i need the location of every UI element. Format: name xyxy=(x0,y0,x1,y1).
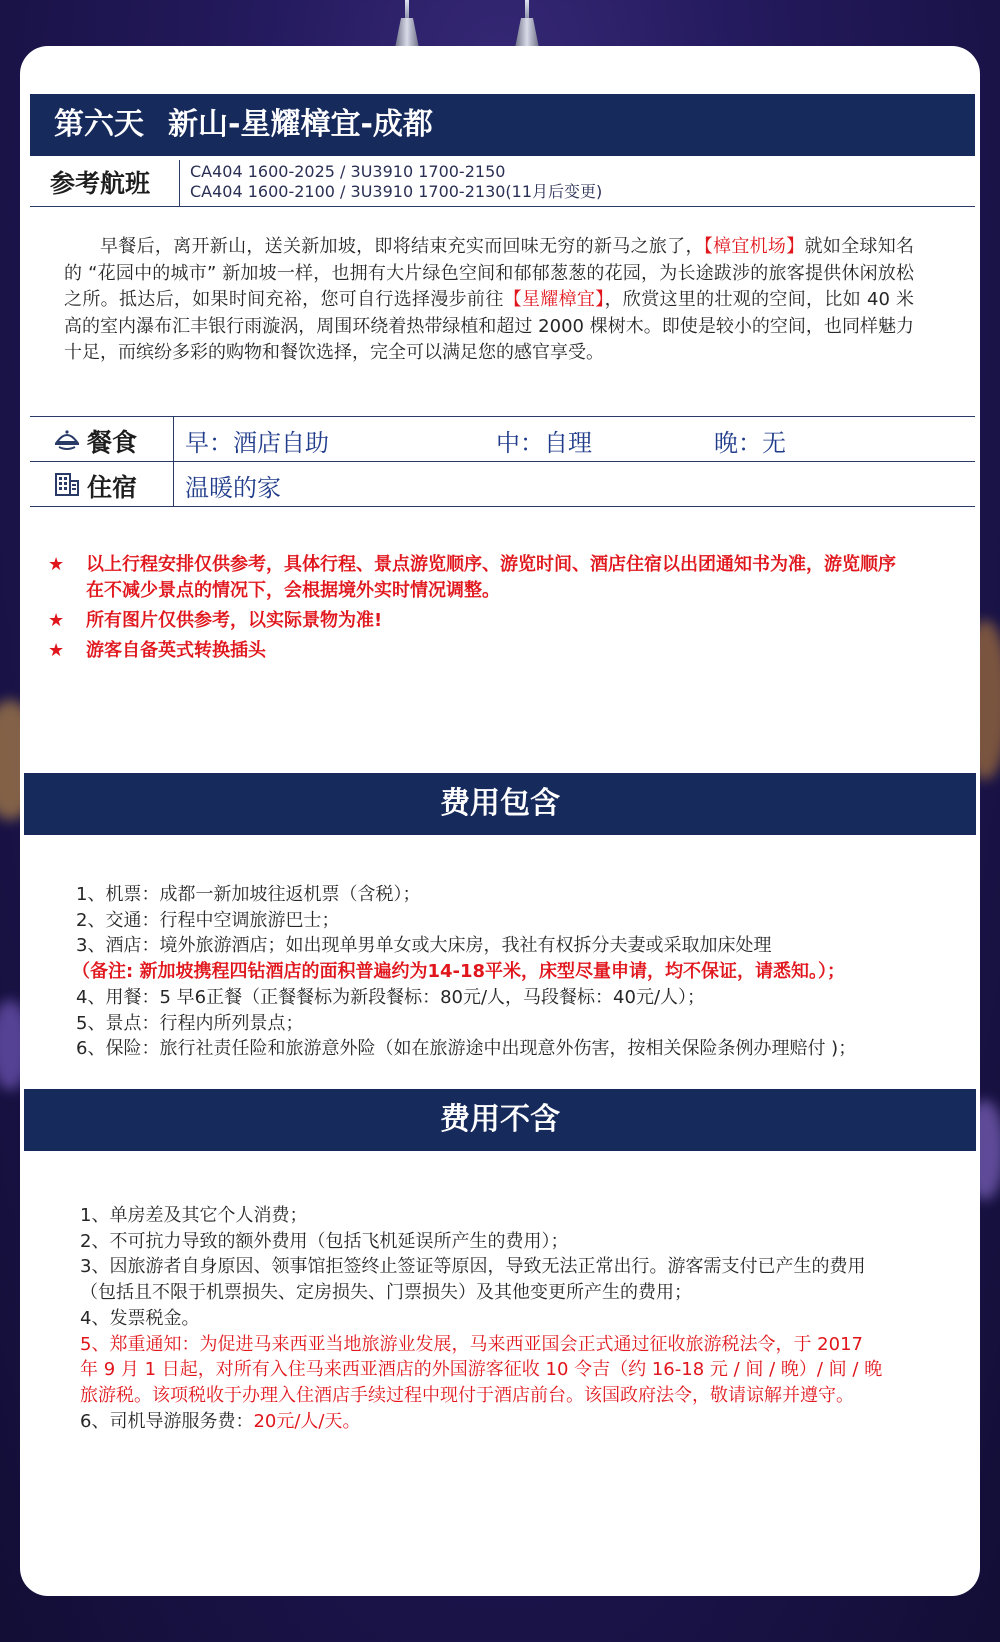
flight-line: CA404 1600-2100 / 3U3910 1700-2130(11月后变更) xyxy=(190,182,603,201)
description-text: 早餐后，离开新山，送关新加坡，即将结束充实而回味无穷的新马之旅了， xyxy=(100,236,704,257)
list-number: 5、 xyxy=(80,1333,110,1355)
day-route: 新山-星耀樟宜-成都 xyxy=(168,107,433,142)
notice-text: 郑重通知：为促进马来西亚当地旅游业发展，马来西亚国会正式通过征收旅游税法令，于 2017 年 9 月 1 日起，对所有入住马来西亚酒店的外国游客征收 10 令吉（约 16-18 元 / 间 / 晚）/ 间 / 晚旅游税。该项税收于办理入住酒店手续过程中现付于酒店前台。该国政府法令，敬请谅解并遵守。 xyxy=(80,1333,883,1406)
list-item: 1、机票：成都一新加坡往返机票（含税）； xyxy=(76,884,421,905)
description-text: ，欣赏这里的壮观的空间，比如 40 米高的室内瀑布汇丰银行雨漩涡，周围环绕着热带绿植和超过 2000 棵树木。即使是较小的空间，也同样魅力十足，而缤纷多彩的购物和餐饮选择，完全可以满足您的感官享受。 xyxy=(64,289,915,363)
flight-info-row xyxy=(30,158,975,207)
breakfast-value: 早：酒店自助 xyxy=(185,429,329,457)
highlight-jewel-changi: 【星耀樟宜】 xyxy=(503,289,605,310)
meals-row xyxy=(30,416,975,461)
note-item xyxy=(48,608,908,634)
meal-hotel-table xyxy=(30,416,975,507)
note-item xyxy=(48,552,908,604)
notes-list xyxy=(48,552,908,668)
day-number: 第六天 xyxy=(54,107,144,142)
meals-label: 餐食 xyxy=(87,428,138,457)
list-item: 3、酒店：境外旅游酒店；如出现单男单女或大床房，我社有权拆分夫妻或采取加床处理 xyxy=(76,935,772,957)
note-text: 以上行程安排仅供参考，具体行程、景点游览顺序、游览时间、酒店住宿以出团通知书为准，游览顺序在不减少景点的情况下，会根据境外实时情况调整。 xyxy=(86,554,896,601)
star-icon: ★ xyxy=(48,610,65,631)
note-item xyxy=(48,638,908,664)
divider xyxy=(179,160,180,206)
day-title-bar xyxy=(30,94,975,156)
list-item: 4、用餐：5 早6正餐（正餐餐标为新段餐标：80元/人，马段餐标：40元/人）； xyxy=(76,986,706,1008)
tourism-tax-notice xyxy=(80,1332,885,1409)
note-text: 所有图片仅供参考，以实际景物为准! xyxy=(86,610,383,631)
hotel-value: 温暖的家 xyxy=(185,474,281,502)
itinerary-card xyxy=(20,46,980,1596)
flight-label: 参考航班 xyxy=(50,169,151,198)
hotel-size-note: （备注: 新加坡携程四钻酒店的面积普遍约为14-18平米，床型尽量申请，均不保证，请悉知。）； xyxy=(72,961,846,983)
list-item: 5、景点：行程内所列景点； xyxy=(76,1012,304,1034)
hotel-label: 住宿 xyxy=(87,473,138,502)
tower-icon xyxy=(510,0,544,48)
service-fee-label: 6、司机导游服务费： xyxy=(80,1410,254,1432)
hotel-row xyxy=(30,461,975,507)
flight-list xyxy=(190,162,602,202)
lunch-value: 中：自理 xyxy=(496,429,592,457)
flight-line: CA404 1600-2025 / 3U3910 1700-2150 xyxy=(190,162,506,181)
excluded-header: 费用不含 xyxy=(24,1089,976,1151)
divider xyxy=(173,462,174,506)
dining-icon xyxy=(54,426,80,452)
list-item: 2、不可抗力导致的额外费用（包括飞机延误所产生的费用）； xyxy=(80,1230,569,1252)
star-icon: ★ xyxy=(48,640,65,661)
excluded-list xyxy=(80,1203,885,1434)
note-text: 游客自备英式转换插头 xyxy=(86,640,266,661)
list-item xyxy=(80,1409,885,1435)
dinner-value: 晚：无 xyxy=(714,429,786,457)
divider xyxy=(173,417,174,461)
itinerary-description xyxy=(64,234,914,367)
list-item: 1、单房差及其它个人消费； xyxy=(80,1205,308,1226)
description-text: 就如全球知名的 “花园中的城市” 新加坡一样，也拥有大片绿色空间和郁郁葱葱的花园，为长途跋涉的旅客提供休闲放松之所。抵达后，如果时间充裕，您可自行选择漫步前往 xyxy=(64,236,915,310)
tower-icon xyxy=(390,0,424,48)
list-item: 3、因旅游者自身原因、领事馆拒签终止签证等原因，导致无法正常出行。游客需支付已产生的费用（包括且不限于机票损失、定房损失、门票损失）及其他变更所产生的费用； xyxy=(80,1256,866,1304)
list-item: 6、保险：旅行社责任险和旅游意外险（如在旅游途中出现意外伤害，按相关保险条例办理赔付 )； xyxy=(76,1038,857,1060)
building-icon xyxy=(54,471,80,497)
included-list xyxy=(72,882,956,1062)
list-item: 4、发票税金。 xyxy=(80,1307,200,1329)
star-icon: ★ xyxy=(48,554,65,575)
highlight-changi-airport: 【樟宜机场】 xyxy=(703,236,805,257)
list-item: 2、交通：行程中空调旅游巴士； xyxy=(76,909,340,931)
service-fee-value: 20元/人/天。 xyxy=(253,1410,361,1432)
included-header: 费用包含 xyxy=(24,773,976,835)
